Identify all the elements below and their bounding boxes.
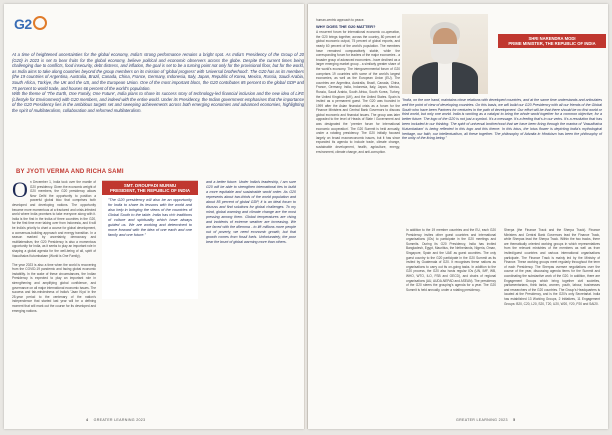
page-number: 4 — [86, 418, 89, 422]
quote-text: "The G20 presidency will also be an opportunity for India to share its lessons with the world and also help in bringing the views of the countries of Global South to the table. India has rich traditions of culture and spirituality which have always guided us. We are working and determined to move forward with the idea of one earth and one family and one future." — [108, 198, 192, 238]
drop-cap: O — [12, 180, 28, 202]
article-column-4: human-centric approach to peace. WHY DOES THE G20 MATTER? A recurrent forum for international economic co-operation, the G20 brings together, across the country, 80 percent of global economic output, 75 percent of global exports, and nearly 60 percent of the world's population. The members have remained comparatively stable, while the corresponding forum for leaders of the major economies - a broader group of advanced economies - have declined as a larger emerging market group - a similarly greater share of the world's economy. The intergovernmental forum of G20 comprises 19 countries with some of the world's largest economies, as well as the European Union (EU). The countries are Argentina, Australia, Brazil, Canada, China, France, Germany, India, Indonesia, Italy, Japan, Mexico, Russia, Saudi Arabia, South Africa, South Korea, Turkey, the United Kingdom (UK), and the United States. Spain is invited as a permanent guest. The G20 was founded in 1999 after the Asian financial crisis as a forum for the Finance Ministers and Central Bank Governors to discuss global economic and financial issues. The group was later upgraded to the level of Heads of State / Government and was designated the 'premier forum for international economic cooperation'. The G20 Summit is held annually, under a rotating presidency. The G20 initially focused largely on broad macroeconomic issues, but it has since expanded its agenda to include trade, climate change, sustainable development, health, agriculture, energy, environment, climate change, and anti-corruption. — [316, 18, 400, 154]
globe-icon — [33, 16, 47, 30]
right-page — [308, 4, 608, 429]
article-column-3: and a better future. Under India's leadership, I am sure G20 will be able to strengthen international ties to build a more equitable and sustainable world order. As G20 represents about two-thirds of the world population and about 85 percent of global GDP, it is an ideal forum to discuss and find solutions for global challenges. To my mind, global warming and climate change are the most pressing among them. Global temperatures are rising and incidents of extreme weather are increasing. We are faced with the dilemma - to lift millions more people out of poverty, we need economic growth, but that growth comes from fossil fuels. Unfortunately, the poor bear the brunt of global warming more than others. — [206, 180, 296, 244]
footer-title: GREATER LEARNING 2023 — [456, 418, 508, 422]
left-footer — [86, 418, 145, 422]
intro-paragraph: At a time of heightened uncertainties for the global economy, India's strong performance remains a bright spot. As India's Presidency of the Group of 20 (G20) in 2023 is set to bear fruits for the global economy, believe political and economic observers across the globe. Despite the current times being challenging due to conflicts, food insecurity, debt distress, and inflation, the goal is set to be a turning point not only for the provisional floor, but for the world, as India aims to take along countries beyond the group members on its mission of 'global progress' with 'universal brotherhood'. The G20 has as its members (the 19 countries of Argentina, Australia, Brazil, Canada, China, France, Germany, Indonesia, Italy, Japan, Republic of Korea, Mexico, Russia, Saudi Arabia, South Africa, Türkiye, the UK and the US, and the European Union. One of the most important blocs, the G20 contributes 85 percent to the global GDP and 75 percent to world trade, and houses 66 percent of the world's population. With the theme of 'The Earth, One Family, One Future', India plans to share its success story of technology-led financial inclusion and the new idea of LiFE (Lifestyle for Environment) with G20 members, and indeed with the entire world. Under its Presidency, the Indian government emphasises that the importance of the G20 Presidency lies in the ambitious targets set and sweeping achievements across both emerging economies and advanced economies, highlighting the spirit of multilateralism, collaboration and reformed multilateralism. — [12, 52, 304, 113]
right-footer — [456, 418, 515, 422]
article-column-1: On December 1, India took over the mantle of G20 presidency. Given the economic weight of G20 members, the G20 presidency allows New Delhi the opportunity to position a powerful global bloc that comprises both developed and developing nations. The opportunity became more momentous at a fractured and crisis-infected world where India promises to take everyone along with it. India is the first in the troika of three countries in the G20, for the first time ever taking over from Indonesia, and it will be India's priority to chart a course for global development, a consensus-building approach and energy transition. In a season marked by uncertainty, democracy and multilateralism, the G20 Presidency is also a momentous opportunity for India, as it seeks to play an important role in shaping a global agenda for the well-being of all, spirit of Vasudhaiva Kutumbakam (World is One Family). The year 2023 is also a time when the world is recovering from the COVID-19 pandemic and facing global economic instability. In the wake of these circumstances, the Indian Presidency is expected to play an important role in strengthening and amplifying global confidence, and governance on all major international economic issues. The success and fair-mindedness of India's 'Jaan Kiya' in the 25-year period to the centenary of the nation's independence that started last year will be a defining moment that will mark out the course for its developed and emerging nations. — [12, 180, 96, 313]
section-heading: WHY DOES THE G20 MATTER? — [316, 23, 376, 29]
prime-minister-photo — [402, 14, 488, 94]
g20-logo — [14, 16, 47, 32]
pm-attribution: SHRI NARENDRA MODI PRIME MINISTER, THE REPUBLIC OF INDIA — [498, 34, 606, 48]
logo-text: G2 — [14, 16, 32, 32]
footer-title: GREATER LEARNING 2023 — [93, 418, 146, 422]
article-column-5: In addition to the 19 member countries and the EU, each G20 Presidency invites other guest countries and international organisations (IOs) to participate in the G20 meetings and Summits. During its G20 Presidency, India has invited Bangladesh, Egypt, Mauritius, the Netherlands, Nigeria, Oman, Singapore, Spain and the UAE as guest countries. The only guest country to the G20 participate in the G20 Summit as its invited by Guatemala of G20. It recognises these nations as organisations to carry out its on-going tasks. In addition to the G20 process, the G20 also hosts regular IOs (UN, IMF, WB, WHO, WTO, ILO, FSB and OECD), and chairs of regional organisations (AU, AUDA-NEPAD and ASEAN). The presidency of the G20 steers the grouping's agenda for a year. The G20 Summit is held annually, under a rotating presidency. — [406, 228, 496, 292]
quote-attribution: SMT. DROUPADI MURMU PRESIDENT, THE REPUBLIC OF INDIA — [102, 181, 198, 195]
left-page — [4, 4, 304, 429]
article-column-6: Sherpa (the Finance Track and the Sherpa Track). Finance Ministers and Central Bank Governors lead the Finance Track, while Sherpas lead the Sherpa Track. Within the two tracks, there are thematically oriented working groups in which representatives from the relevant ministries of the members as well as from invited/guest countries and various international organisations participate. The Finance Track is mainly led by the Ministry of Finance. These working groups meet regularly throughout the term of each Presidency. The Sherpas oversee negotiations over the course of the year, discussing agenda items for the Summit and coordinating the substantive work of the G20. In addition, there are Engagement Groups which bring together civil societies, parliamentarians, think tanks, women, youth, labour, businesses and researchers of the G20 countries. The Group's Headquarters is located at the Presidency, and is the G20's only Secretariat. India has established 13 Working Groups, 2 Initiatives, 11 Engagement Groups: B20, C20, L20, S20, T20, U20, W20, Y20, P20 and SAI20. — [504, 228, 600, 306]
byline: BY JYOTI VERMA AND RICHA SAMI — [16, 169, 124, 175]
pm-quote: "India, on the one hand, maintains close relations with developed countries, and at the same time understands and articulates well the point of view of developing countries. On this basis, we will build our G20 Presidency with all our friends of the Global South who have been Partners for centuries in the path of development. Our effort will be that there should be no first world or third world, but only one world. India is working as a catalyst to bring the whole world together for a common objective, for a better future. The logo of the G20 is not just a symbol. It's a message. It's a feeling that's in our veins. It's a resolution that has been included in our thinking. The spirit of universal brotherhood that we have been living through the mantra of 'Vasudhaiva Kutumbakam' is being reflected in this logo and this theme. In this lotus, the lotus flower is depicting India's mythological heritage, our faith, our intellectualism, all these together. The philosophy of Advaita in Hinduism has been the philosophy of the unity of the living being." — [402, 98, 602, 141]
page-number: 5 — [513, 418, 516, 422]
president-quote-box — [102, 180, 198, 299]
